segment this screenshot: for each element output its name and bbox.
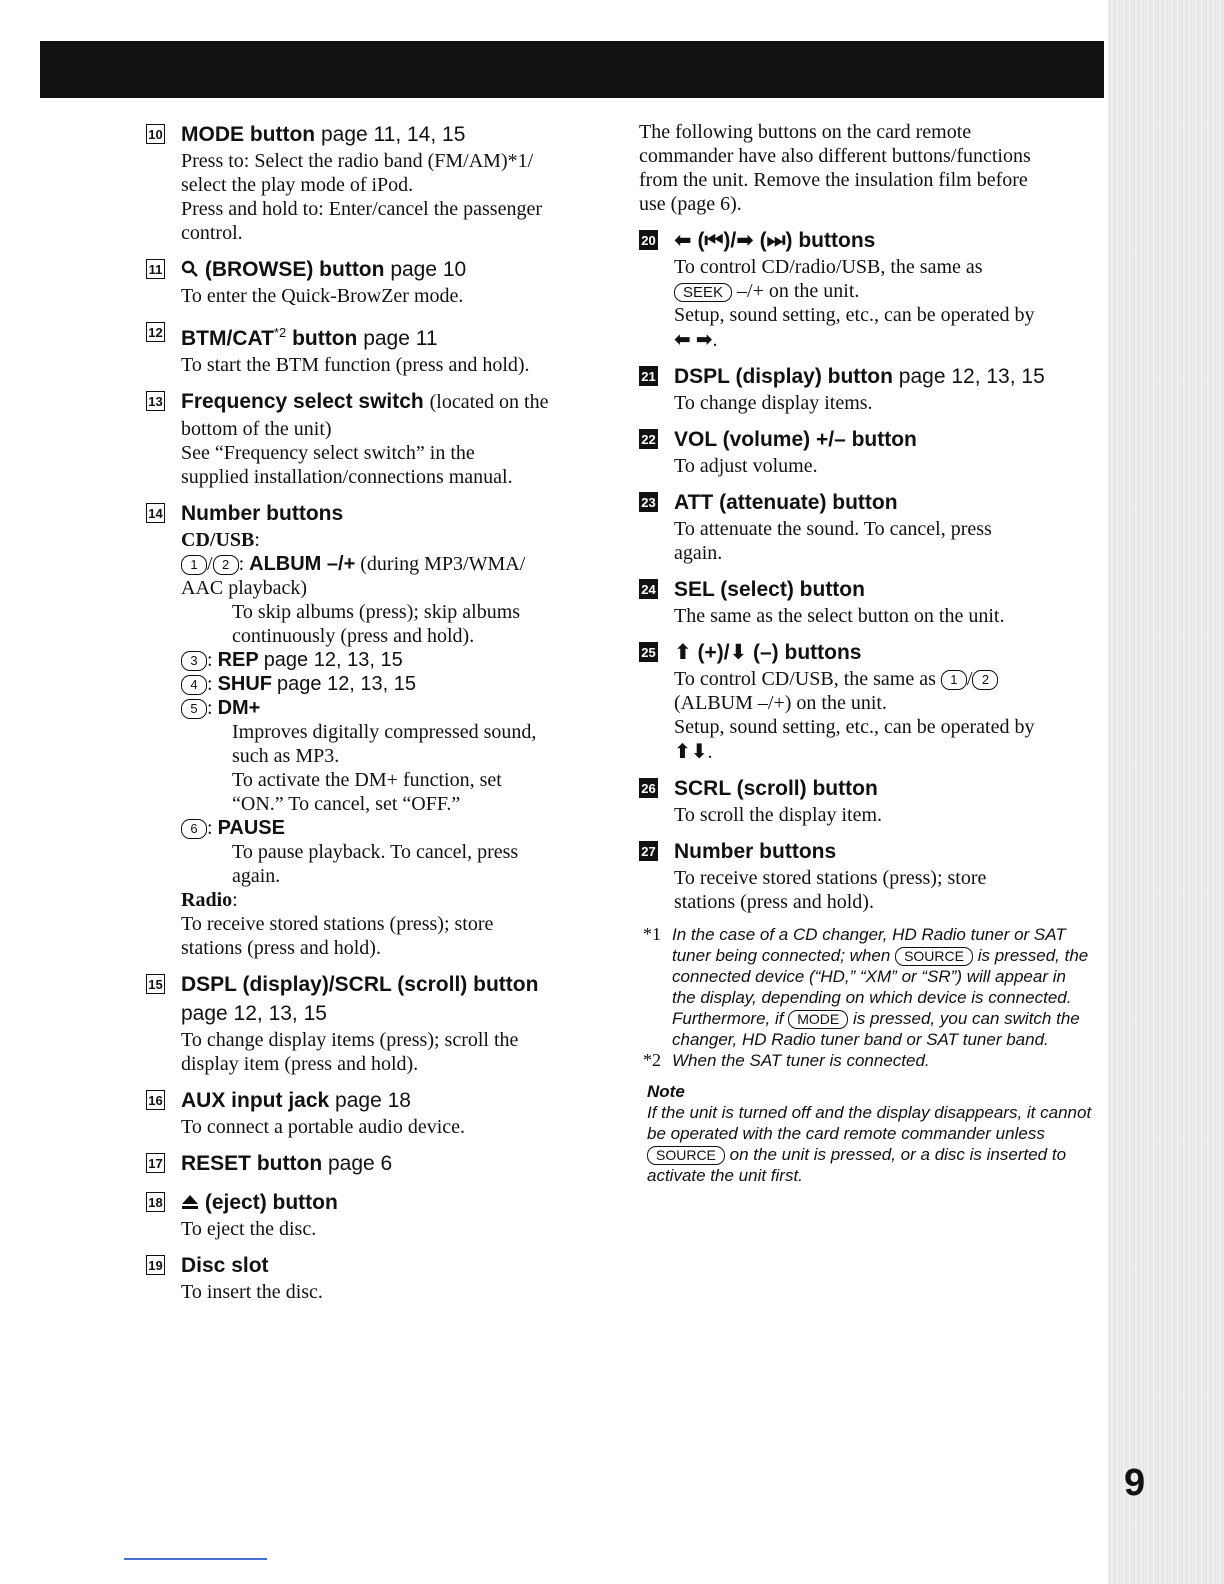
page-reference: page 18 (335, 1089, 411, 1112)
desc-line: supplied installation/connections manual. (181, 466, 513, 488)
item-title: (BROWSE) button (204, 258, 385, 281)
footnote-2 (639, 1050, 1094, 1071)
item-title: SEL (select) button (674, 578, 865, 601)
page-reference: page 12, 13, 15 (898, 365, 1045, 388)
next-track-icon: ⏭ (766, 228, 786, 252)
item-number: 26 (639, 778, 658, 798)
intro-line: The following buttons on the card remote (639, 121, 972, 143)
item-title: (+)/ (697, 641, 730, 664)
item-title: Number buttons (181, 502, 344, 525)
item-sel-button (639, 575, 1094, 628)
item-title: Number buttons (674, 840, 837, 863)
desc-line: Setup, sound setting, etc., can be operated by (674, 716, 1035, 738)
item-title: buttons (798, 229, 876, 252)
item-number: 21 (639, 366, 658, 386)
desc-line: To pause playback. To cancel, press (232, 841, 519, 863)
item-title: DSPL (display) button (674, 365, 893, 388)
desc-line: Improves digitally compressed sound, (232, 721, 537, 743)
item-dspl-button (639, 362, 1094, 415)
page-reference: page 11 (363, 327, 438, 350)
item-title-suffix: button (292, 327, 358, 350)
pause-label: PAUSE (217, 817, 285, 839)
down-arrow-icon: ⬇ (729, 640, 748, 664)
desc-line: To scroll the display item. (674, 804, 883, 826)
up-arrow-icon: ⬆ (674, 739, 691, 763)
left-arrow-icon: ⬅ (674, 228, 692, 252)
eject-icon (181, 1191, 199, 1214)
desc-line: To connect a portable audio device. (181, 1116, 466, 1138)
item-number: 24 (639, 579, 658, 599)
desc-line: bottom of the unit) (181, 418, 332, 440)
item-eject-button (146, 1188, 601, 1241)
footer-line (124, 1558, 267, 1560)
footnote-1 (639, 924, 1094, 1050)
key-3-icon: 3 (181, 651, 207, 671)
footnote-mark: *2 (643, 1050, 661, 1070)
item-frequency-switch (146, 387, 601, 489)
intro-paragraph (639, 120, 1094, 216)
key-1-icon: 1 (181, 555, 207, 575)
right-column (639, 120, 1094, 1186)
page-number: 9 (1124, 1462, 1146, 1504)
intro-line: commander have also different buttons/functions (639, 145, 1031, 167)
item-number: 13 (146, 391, 165, 411)
item-title-suffix: (–) buttons (753, 641, 862, 664)
page-reference: page 11, 14, 15 (320, 123, 466, 146)
desc-line: To change display items (press); scroll the (181, 1029, 519, 1051)
footnote-text: In the case of a CD changer, HD Radio tuner or SAT tuner being connected; when (672, 925, 1066, 965)
desc-line: See “Frequency select switch” in the (181, 442, 475, 464)
item-remote-number-buttons (639, 837, 1094, 914)
item-disc-slot (146, 1251, 601, 1304)
note-text: If the unit is turned off and the display disappears, it cannot be operated with the card remote commander unless (647, 1103, 1092, 1143)
desc-line: To enter the Quick-BrowZer mode. (181, 285, 464, 307)
desc-line: again. (674, 542, 723, 564)
item-title: AUX input jack (181, 1089, 330, 1112)
title-note: (located on the (429, 391, 549, 413)
note-heading: Note (647, 1082, 685, 1101)
item-number: 23 (639, 492, 658, 512)
page-reference: page 6 (328, 1152, 393, 1175)
desc-line: Setup, sound setting, etc., can be operated by (674, 304, 1035, 326)
desc-line: stations (press and hold). (181, 937, 381, 959)
album-label: ALBUM –/+ (249, 553, 356, 575)
item-number-buttons: 14 Number buttons CD/USB: 1 / 2 : ALBUM –/+ (during MP3/WMA/ AAC playback) To skip albums (press); skip albums continuously (press and hold). 3 : REP page 12, 13, 15 4 : SHUF page 12, 13, 15 5 : DM+ Improves digitally compressed sound, such as MP3. To activate the DM+ function, set “ON.” To cancel, set “OFF.” 6 : PAUSE To pause playback. To cancel, press again. Radio: To receive stored stations (press); store stations (press and hold). (146, 499, 601, 960)
item-up-down-buttons: 25 ⬆ (+)/⬇ (–) buttons To control CD/USB, the same as 1 / 2 (ALBUM –/+) on the unit. Setup, sound setting, etc., can be operated by ⬆⬇. (639, 638, 1094, 764)
item-title: SCRL (scroll) button (674, 777, 878, 800)
desc-line: To activate the DM+ function, set (232, 769, 502, 791)
desc-line: To change display items. (674, 392, 873, 414)
item-number: 11 (146, 259, 165, 279)
item-number: 14 (146, 503, 165, 523)
desc-line: AAC playback) (181, 577, 308, 599)
footnote-text: is pressed, you can switch the changer, HD Radio tuner band or SAT tuner band. (672, 1009, 1080, 1049)
left-arrow-icon: ⬅ (674, 327, 691, 351)
dm-label: DM+ (217, 697, 261, 719)
key-2-icon: 2 (213, 555, 239, 575)
page-reference: page 10 (390, 258, 467, 281)
key-6-icon: 6 (181, 819, 207, 839)
intro-line: from the unit. Remove the insulation film before (639, 169, 1028, 191)
shuf-label: SHUF (217, 673, 273, 695)
desc-line: To receive stored stations (press); store (674, 867, 987, 889)
item-number: 10 (146, 124, 165, 144)
desc-line: stations (press and hold). (674, 891, 874, 913)
item-dspl-scrl-button (146, 970, 601, 1076)
item-number: 25 (639, 642, 658, 662)
desc-line: –/+ on the unit. (737, 280, 860, 302)
desc-line: Press to: Select the radio band (FM/AM)*1/ (181, 150, 534, 172)
item-title: BTM/CAT (181, 327, 274, 350)
item-number: 18 (146, 1192, 165, 1212)
footnote-text: is pressed, the connected device (“HD,” “XM” or “SR”) will appear in the display, depending on which device is connected. Furthermore, if (672, 946, 1089, 1028)
footnote-text: When the SAT tuner is connected. (672, 1051, 930, 1070)
key-5-icon: 5 (181, 699, 207, 719)
desc-line: such as MP3. (232, 745, 340, 767)
right-arrow-icon: ➡ (736, 228, 754, 252)
header-bar (40, 41, 1104, 98)
mode-key: MODE (788, 1010, 848, 1029)
desc-line: “ON.” To cancel, set “OFF.” (232, 793, 461, 815)
left-column (146, 120, 601, 1314)
page-reference: page 12, 13, 15 (277, 673, 417, 695)
prev-track-icon: ⏮ (704, 228, 724, 252)
seek-key: SEEK (674, 283, 732, 302)
note-text: on the unit is pressed, or a disc is inserted to activate the unit first. (647, 1145, 1067, 1185)
item-number: 16 (146, 1090, 165, 1110)
item-number: 15 (146, 974, 165, 994)
item-reset-button (146, 1149, 601, 1178)
desc-line: To skip albums (press); skip albums (232, 601, 521, 623)
item-title: DSPL (display)/SCRL (scroll) button (181, 973, 539, 996)
desc-line: To receive stored stations (press); store (181, 913, 494, 935)
item-title: MODE button (181, 123, 316, 146)
item-number: 27 (639, 841, 658, 861)
desc-line: display item (press and hold). (181, 1053, 419, 1075)
item-scrl-button (639, 774, 1094, 827)
source-key: SOURCE (895, 947, 973, 966)
item-title: (eject) button (204, 1191, 338, 1214)
item-btm-cat-button (146, 318, 601, 377)
desc-line: To eject the disc. (181, 1218, 317, 1240)
page-edge-shading (1108, 0, 1224, 1584)
footnote-mark: *1 (643, 924, 661, 944)
item-title: VOL (volume) +/– button (674, 428, 917, 451)
desc-line: select the play mode of iPod. (181, 174, 414, 196)
up-arrow-icon: ⬆ (674, 640, 692, 664)
item-title: Frequency select switch (181, 390, 424, 413)
radio-label: Radio (181, 889, 233, 911)
item-title: Disc slot (181, 1254, 269, 1277)
desc-line: Press and hold to: Enter/cancel the passenger (181, 198, 542, 220)
search-icon (181, 257, 199, 281)
item-number: 19 (146, 1255, 165, 1275)
key-2-icon: 2 (972, 670, 998, 690)
item-title: RESET button (181, 1152, 323, 1175)
item-att-button (639, 488, 1094, 565)
item-number: 17 (146, 1153, 165, 1173)
key-1-icon: 1 (941, 670, 967, 690)
desc-line: again. (232, 865, 281, 887)
desc-line: To control CD/USB, the same as (674, 668, 936, 690)
item-seek-buttons: 20 ⬅ (⏮)/➡ (⏭) buttons To control CD/radio/USB, the same as SEEK –/+ on the unit. Setup, sound setting, etc., can be operated by ⬅ ➡. (639, 226, 1094, 352)
page-reference: page 12, 13, 15 (181, 1002, 327, 1025)
item-number: 20 (639, 230, 658, 250)
right-arrow-icon: ➡ (695, 327, 713, 351)
down-arrow-icon: ⬇ (690, 739, 708, 763)
desc-line: (ALBUM –/+) on the unit. (674, 692, 887, 714)
item-browse-button (146, 255, 601, 308)
page-reference: page 12, 13, 15 (263, 649, 403, 671)
desc-line: To adjust volume. (674, 455, 818, 477)
desc-line: The same as the select button on the unit. (674, 605, 1005, 627)
key-4-icon: 4 (181, 675, 207, 695)
item-vol-button (639, 425, 1094, 478)
intro-line: use (page 6). (639, 193, 742, 215)
source-key: SOURCE (647, 1146, 725, 1165)
desc-line: To start the BTM function (press and hold). (181, 354, 530, 376)
item-number: 12 (146, 322, 165, 342)
item-aux-jack (146, 1086, 601, 1139)
footnote-ref: *2 (273, 325, 287, 340)
item-title: ATT (attenuate) button (674, 491, 898, 514)
album-note: (during MP3/WMA/ (360, 553, 526, 575)
desc-line: continuously (press and hold). (232, 625, 475, 647)
desc-line: control. (181, 222, 243, 244)
desc-line: To control CD/radio/USB, the same as (674, 256, 983, 278)
desc-line: To attenuate the sound. To cancel, press (674, 518, 992, 540)
desc-line: To insert the disc. (181, 1281, 323, 1303)
item-number: 22 (639, 429, 658, 449)
item-mode-button (146, 120, 601, 245)
cd-usb-label: CD/USB (181, 529, 255, 551)
note-body (639, 1102, 1094, 1186)
rep-label: REP (217, 649, 259, 671)
